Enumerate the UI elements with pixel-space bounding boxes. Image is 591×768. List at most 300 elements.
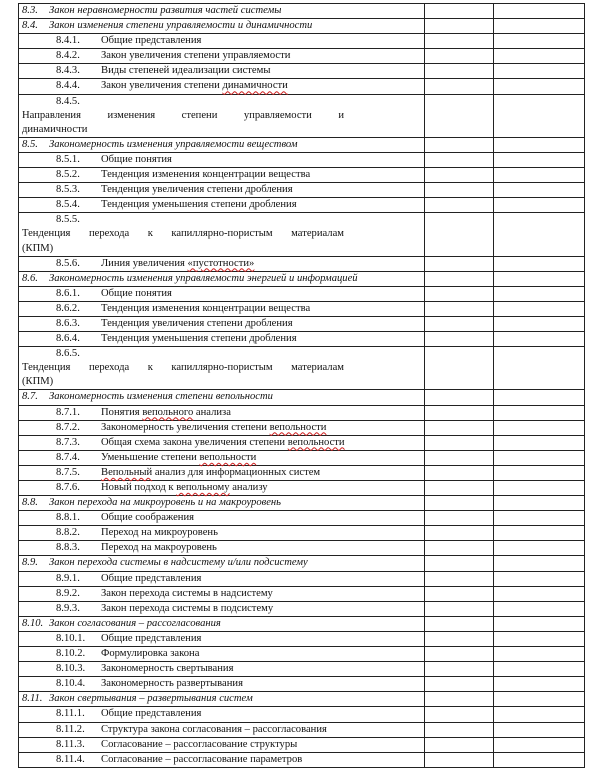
title-cell <box>19 465 425 480</box>
entry-number: 8.3. <box>22 5 38 16</box>
subsection-row <box>19 737 585 752</box>
empty-cell <box>425 198 494 213</box>
subsection-entry <box>22 64 421 78</box>
entry-title <box>101 587 273 601</box>
title-cell <box>19 332 425 347</box>
section-heading <box>22 138 421 152</box>
empty-cell <box>425 435 494 450</box>
entry-title-line: Переход на микроуровень <box>101 527 218 539</box>
empty-cell <box>494 332 585 347</box>
subsection-row <box>19 481 585 496</box>
empty-cell <box>425 420 494 435</box>
entry-title <box>49 497 281 508</box>
subsection-entry <box>22 34 421 48</box>
entry-title <box>101 647 199 661</box>
section-heading <box>22 19 421 33</box>
empty-cell <box>425 390 494 405</box>
subsection-entry <box>22 723 421 737</box>
section-heading <box>22 692 421 706</box>
empty-cell <box>425 647 494 662</box>
entry-number: 8.6.2. <box>56 302 80 314</box>
entry-title <box>101 421 326 435</box>
entry-title <box>101 707 201 721</box>
subsection-row <box>19 168 585 183</box>
entry-title <box>101 406 231 420</box>
subsection-row <box>19 647 585 662</box>
empty-cell <box>425 79 494 94</box>
entry-title <box>101 64 270 78</box>
subsection-entry <box>22 332 421 346</box>
empty-cell <box>425 752 494 767</box>
subsection-row <box>19 420 585 435</box>
subsection-row <box>19 256 585 271</box>
empty-cell <box>425 571 494 586</box>
empty-cell <box>425 737 494 752</box>
empty-cell <box>425 332 494 347</box>
subsection-row <box>19 332 585 347</box>
subsection-entry <box>22 421 421 435</box>
entry-title <box>101 153 172 167</box>
subsection-entry <box>22 738 421 752</box>
subsection-entry <box>22 707 421 721</box>
subsection-row <box>19 213 585 256</box>
empty-cell <box>494 647 585 662</box>
entry-title <box>101 481 268 495</box>
entry-number: 8.4.3. <box>56 65 80 77</box>
entry-title <box>22 361 344 389</box>
subsection-row <box>19 79 585 94</box>
section-heading <box>22 556 421 570</box>
entry-number: 8.4. <box>22 20 38 32</box>
entry-number: 8.10.4. <box>56 678 86 690</box>
entry-title-line: Тенденция уменьшения степени дробления <box>101 333 297 345</box>
empty-cell <box>494 94 585 137</box>
entry-title-line: Закон увеличения степени динамичности <box>101 80 288 92</box>
section-row <box>19 4 585 19</box>
title-cell <box>19 64 425 79</box>
entry-number: 8.6.5. <box>56 348 80 360</box>
title-cell <box>19 34 425 49</box>
subsection-row <box>19 34 585 49</box>
empty-cell <box>494 34 585 49</box>
empty-cell <box>425 616 494 631</box>
subsection-entry <box>22 287 421 301</box>
empty-cell <box>494 465 585 480</box>
subsection-entry <box>22 647 421 661</box>
subsection-entry <box>22 257 421 271</box>
entry-title <box>101 451 256 465</box>
subsection-row <box>19 677 585 692</box>
contents-table-body <box>19 4 585 768</box>
empty-cell <box>494 616 585 631</box>
title-cell <box>19 496 425 511</box>
entry-number: 8.4.2. <box>56 50 80 62</box>
entry-number: 8.10.2. <box>56 648 86 660</box>
title-cell <box>19 405 425 420</box>
entry-number: 8.7.6. <box>56 482 80 493</box>
empty-cell <box>425 526 494 541</box>
subsection-row <box>19 586 585 601</box>
entry-number: 8.5.6. <box>56 257 80 269</box>
section-heading <box>22 272 421 286</box>
entry-title-line: Общие понятия <box>101 153 172 165</box>
title-cell <box>19 152 425 167</box>
section-heading <box>22 496 421 510</box>
entry-title-line: Тенденция перехода к капиллярно-пористым материалам <box>22 228 344 240</box>
entry-title-line: Новый подход к вепольному анализу <box>101 482 268 493</box>
title-cell <box>19 435 425 450</box>
title-cell <box>19 316 425 331</box>
empty-cell <box>425 94 494 137</box>
empty-cell <box>425 301 494 316</box>
section-row <box>19 692 585 707</box>
entry-title-line: Закономерность развертывания <box>101 678 243 690</box>
subsection-entry <box>22 317 421 331</box>
entry-number: 8.5.2. <box>56 169 80 181</box>
entry-title-continuation: (КПМ) <box>22 242 54 254</box>
subsection-entry <box>22 347 421 389</box>
entry-title-line: Структура закона согласования – рассогласования <box>101 723 327 735</box>
empty-cell <box>425 692 494 707</box>
subsection-entry <box>22 632 421 646</box>
section-row <box>19 616 585 631</box>
subsection-row <box>19 435 585 450</box>
empty-cell <box>494 511 585 526</box>
subsection-entry <box>22 153 421 167</box>
entry-title <box>101 34 201 48</box>
subsection-entry <box>22 406 421 420</box>
empty-cell <box>494 752 585 767</box>
entry-title-line: Общая схема закона увеличения степени вепольности <box>101 436 345 448</box>
entry-number: 8.6.3. <box>56 317 80 329</box>
title-cell <box>19 616 425 631</box>
entry-title-line: Тенденция изменения концентрации вещества <box>101 169 311 181</box>
entry-number: 8.4.5. <box>56 95 80 107</box>
title-cell <box>19 677 425 692</box>
subsection-row <box>19 662 585 677</box>
entry-title <box>22 109 344 137</box>
title-cell <box>19 301 425 316</box>
entry-title-line: Тенденция уменьшения степени дробления <box>101 199 297 211</box>
section-row <box>19 390 585 405</box>
title-cell <box>19 4 425 19</box>
section-heading <box>22 4 421 18</box>
empty-cell <box>425 286 494 301</box>
entry-title-line: Общие представления <box>101 708 202 720</box>
entry-title-line: Общие понятия <box>101 287 172 299</box>
section-heading <box>22 617 421 631</box>
empty-cell <box>425 481 494 496</box>
empty-cell <box>494 213 585 256</box>
empty-cell <box>425 707 494 722</box>
empty-cell <box>494 571 585 586</box>
title-cell <box>19 737 425 752</box>
entry-title-line: Закон изменения степени управляемости и динамичности <box>49 20 313 32</box>
subsection-entry <box>22 511 421 525</box>
section-heading <box>22 390 421 404</box>
subsection-row <box>19 707 585 722</box>
entry-title <box>101 302 310 316</box>
entry-number: 8.5.3. <box>56 184 80 196</box>
empty-cell <box>494 662 585 677</box>
entry-title-line: Вепольный анализ для информационных систем <box>101 466 321 478</box>
empty-cell <box>425 316 494 331</box>
empty-cell <box>425 631 494 646</box>
entry-number: 8.7.2. <box>56 421 80 433</box>
empty-cell <box>494 316 585 331</box>
subsection-entry <box>22 753 421 767</box>
empty-cell <box>425 662 494 677</box>
entry-number: 8.7.1. <box>56 406 80 418</box>
subsection-entry <box>22 587 421 601</box>
entry-number: 8.11.2. <box>56 723 85 735</box>
entry-number: 8.6.4. <box>56 333 80 345</box>
title-cell <box>19 198 425 213</box>
subsection-entry <box>22 183 421 197</box>
section-row <box>19 496 585 511</box>
empty-cell <box>494 722 585 737</box>
section-row <box>19 556 585 571</box>
entry-title-line: Общие соображения <box>101 512 195 524</box>
subsection-row <box>19 64 585 79</box>
subsection-entry <box>22 302 421 316</box>
entry-title-line: Закон перехода на микроуровень и на макроуровень <box>49 497 281 509</box>
title-cell <box>19 420 425 435</box>
title-cell <box>19 49 425 64</box>
empty-cell <box>494 677 585 692</box>
entry-title-line: Закон перехода системы в надсистему <box>101 587 273 599</box>
entry-title-line: Закон неравномерности развития частей системы <box>49 5 282 16</box>
entry-number: 8.6.1. <box>56 287 80 299</box>
title-cell <box>19 601 425 616</box>
title-cell <box>19 662 425 677</box>
empty-cell <box>494 271 585 286</box>
subsection-entry <box>22 451 421 465</box>
title-cell <box>19 571 425 586</box>
title-cell <box>19 586 425 601</box>
empty-cell <box>494 4 585 19</box>
empty-cell <box>494 541 585 556</box>
title-cell <box>19 722 425 737</box>
entry-title <box>101 602 273 616</box>
empty-cell <box>494 286 585 301</box>
empty-cell <box>425 677 494 692</box>
entry-number: 8.8.1. <box>56 512 80 524</box>
entry-title-line: Общие представления <box>101 35 202 47</box>
title-cell <box>19 707 425 722</box>
entry-number: 8.11.4. <box>56 753 85 765</box>
entry-number: 8.7.5. <box>56 466 80 478</box>
empty-cell <box>494 137 585 152</box>
subsection-row <box>19 347 585 390</box>
title-cell <box>19 450 425 465</box>
empty-cell <box>425 256 494 271</box>
empty-cell <box>494 256 585 271</box>
entry-title <box>101 632 201 646</box>
entry-title-line: Понятия вепольного анализа <box>101 406 231 418</box>
subsection-row <box>19 541 585 556</box>
entry-number: 8.5.4. <box>56 199 80 211</box>
title-cell <box>19 19 425 34</box>
entry-title <box>49 139 298 150</box>
subsection-row <box>19 183 585 198</box>
subsection-entry <box>22 95 421 137</box>
title-cell <box>19 692 425 707</box>
empty-cell <box>494 64 585 79</box>
empty-cell <box>425 49 494 64</box>
entry-title-line: Общие представления <box>101 632 202 644</box>
empty-cell <box>494 737 585 752</box>
empty-cell <box>425 541 494 556</box>
entry-title <box>101 49 290 63</box>
entry-title-line: Тенденция увеличения степени дробления <box>101 184 293 196</box>
subsection-row <box>19 316 585 331</box>
title-cell <box>19 94 425 137</box>
entry-title <box>101 572 201 586</box>
empty-cell <box>425 556 494 571</box>
entry-title <box>49 20 312 31</box>
title-cell <box>19 481 425 496</box>
entry-title-line: Закон перехода системы в надсистему и/или подсистему <box>49 557 308 569</box>
empty-cell <box>494 420 585 435</box>
empty-cell <box>494 301 585 316</box>
empty-cell <box>425 34 494 49</box>
empty-cell <box>494 405 585 420</box>
entry-number: 8.6. <box>22 272 38 284</box>
entry-title-line: Закономерность изменения управляемости веществом <box>49 138 298 150</box>
title-cell <box>19 271 425 286</box>
entry-title-line: Переход на макроуровень <box>101 542 217 554</box>
entry-title-continuation: (КПМ) <box>22 376 54 388</box>
empty-cell <box>425 347 494 390</box>
empty-cell <box>425 4 494 19</box>
empty-cell <box>425 722 494 737</box>
entry-title-line: Тенденция увеличения степени дробления <box>101 317 293 329</box>
empty-cell <box>494 556 585 571</box>
entry-title <box>101 541 217 555</box>
subsection-entry <box>22 436 421 450</box>
title-cell <box>19 347 425 390</box>
entry-title-line: Закономерность изменения степени вепольности <box>49 391 273 403</box>
entry-title-line: Общие представления <box>101 572 202 584</box>
title-cell <box>19 556 425 571</box>
entry-title <box>49 557 308 568</box>
subsection-row <box>19 511 585 526</box>
empty-cell <box>425 450 494 465</box>
subsection-entry <box>22 79 421 93</box>
title-cell <box>19 647 425 662</box>
empty-cell <box>425 271 494 286</box>
empty-cell <box>494 49 585 64</box>
entry-number: 8.7.3. <box>56 436 80 448</box>
entry-title-line: Уменьшение степени вепольности <box>101 451 257 463</box>
subsection-entry <box>22 213 421 255</box>
title-cell <box>19 390 425 405</box>
entry-title-line: Формулировка закона <box>101 648 200 660</box>
title-cell <box>19 79 425 94</box>
entry-title-continuation: динамичности <box>22 123 88 135</box>
entry-title <box>101 287 172 301</box>
empty-cell <box>494 183 585 198</box>
entry-number: 8.8.2. <box>56 527 80 539</box>
entry-number: 8.5.1. <box>56 153 80 165</box>
subsection-row <box>19 94 585 137</box>
empty-cell <box>425 586 494 601</box>
subsection-entry <box>22 662 421 676</box>
empty-cell <box>425 405 494 420</box>
empty-cell <box>494 435 585 450</box>
empty-cell <box>494 481 585 496</box>
empty-cell <box>494 526 585 541</box>
entry-title <box>101 677 243 691</box>
empty-cell <box>494 19 585 34</box>
entry-number: 8.7.4. <box>56 451 80 463</box>
entry-title-line: Согласование – рассогласование структуры <box>101 738 298 750</box>
entry-title-line: Закон перехода системы в подсистему <box>101 602 274 614</box>
entry-number: 8.8. <box>22 497 38 509</box>
subsection-row <box>19 722 585 737</box>
title-cell <box>19 213 425 256</box>
subsection-entry <box>22 677 421 691</box>
subsection-row <box>19 301 585 316</box>
entry-number: 8.11. <box>22 693 43 705</box>
empty-cell <box>425 465 494 480</box>
subsection-row <box>19 571 585 586</box>
entry-number: 8.4.4. <box>56 80 80 92</box>
entry-title-line: Закон согласования – рассогласования <box>49 617 221 629</box>
empty-cell <box>425 183 494 198</box>
entry-title-line: Тенденция перехода к капиллярно-пористым материалам <box>22 362 344 374</box>
entry-number: 8.9.2. <box>56 587 80 599</box>
section-row <box>19 271 585 286</box>
empty-cell <box>425 511 494 526</box>
empty-cell <box>494 692 585 707</box>
section-row <box>19 19 585 34</box>
empty-cell <box>425 168 494 183</box>
entry-number: 8.9.1. <box>56 572 80 584</box>
entry-number: 8.4.1. <box>56 35 80 47</box>
section-row <box>19 137 585 152</box>
entry-title <box>22 227 344 255</box>
subsection-row <box>19 526 585 541</box>
empty-cell <box>425 64 494 79</box>
entry-title <box>101 317 293 331</box>
subsection-row <box>19 752 585 767</box>
entry-title <box>101 738 297 752</box>
empty-cell <box>425 152 494 167</box>
empty-cell <box>494 79 585 94</box>
entry-title-line: Закон увеличения степени управляемости <box>101 50 291 62</box>
empty-cell <box>494 347 585 390</box>
subsection-entry <box>22 466 421 480</box>
empty-cell <box>494 168 585 183</box>
empty-cell <box>425 137 494 152</box>
entry-title-line: Линия увеличения «пустотности» <box>101 257 255 269</box>
title-cell <box>19 526 425 541</box>
entry-title <box>49 273 358 284</box>
subsection-entry <box>22 541 421 555</box>
subsection-row <box>19 601 585 616</box>
entry-title <box>101 662 233 676</box>
subsection-row <box>19 631 585 646</box>
entry-number: 8.10. <box>22 617 44 629</box>
title-cell <box>19 541 425 556</box>
entry-number: 8.9.3. <box>56 602 80 614</box>
title-cell <box>19 286 425 301</box>
entry-title <box>101 79 288 93</box>
entry-title-line: Виды степеней идеализации системы <box>101 65 271 77</box>
empty-cell <box>494 496 585 511</box>
